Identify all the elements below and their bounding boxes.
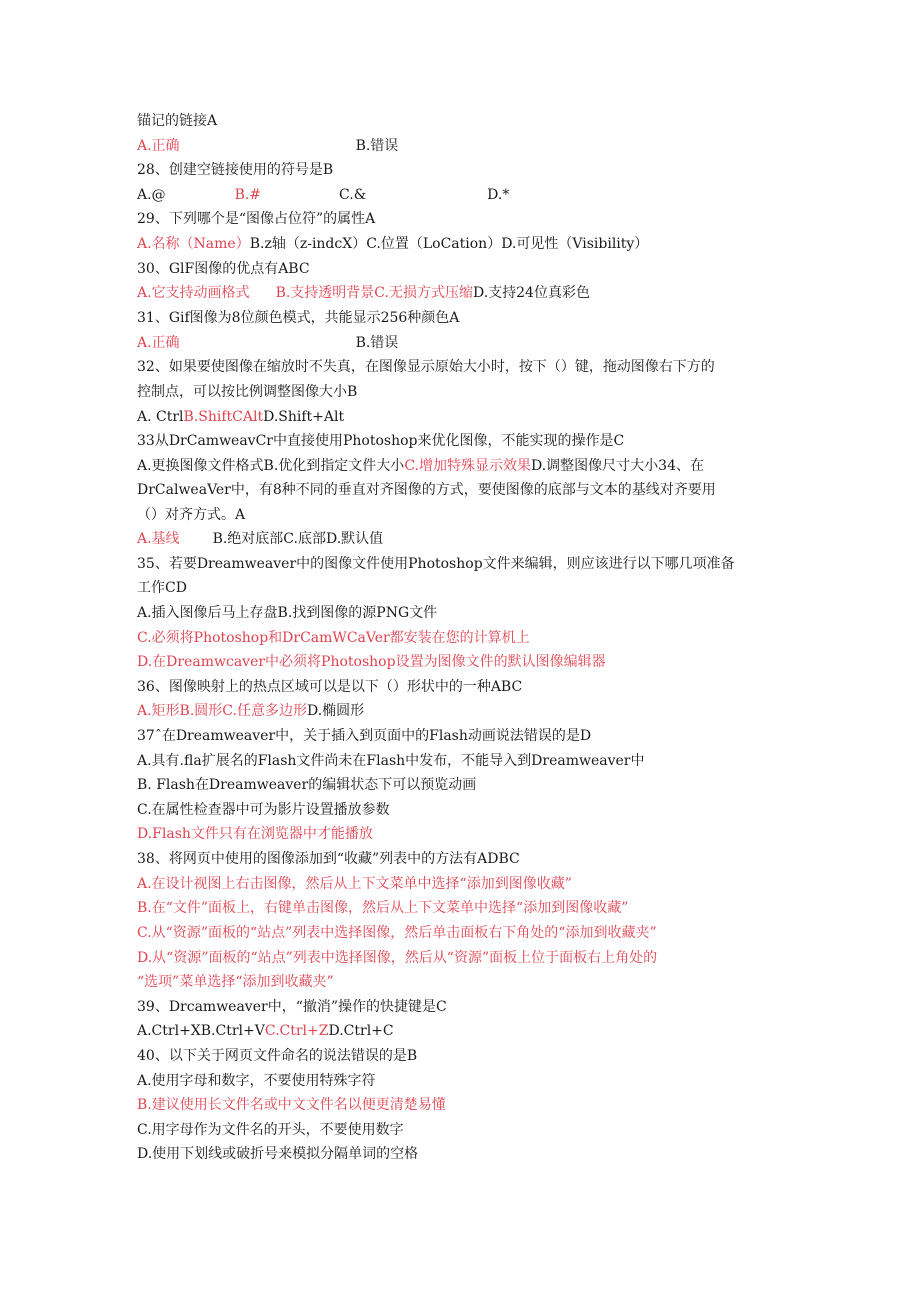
question-text: 28、创建空链接使用的符号是B xyxy=(137,162,334,178)
question-text: 35、若要Dreamweaver中的图像文件使用Photoshop文件来编辑，则应该进行以下哪几项准备 xyxy=(137,556,735,572)
question-36 xyxy=(137,677,522,697)
option-c-correct: C.从“资源”面板的“站点”列表中选择图像，然后单击面板右下角处的“添加到收藏夹” xyxy=(137,925,657,941)
option-line xyxy=(137,898,628,918)
option-c-correct: C.Ctrl+Z xyxy=(264,1023,329,1039)
option-line xyxy=(137,652,606,672)
question-text: 40、以下关于网页文件命名的说法错误的是B xyxy=(137,1048,418,1064)
option-line xyxy=(137,136,398,156)
option-c: C.用字母作为文件名的开头，不要使用数字 xyxy=(137,1122,404,1138)
option-line xyxy=(137,628,530,648)
question-38 xyxy=(137,849,520,869)
question-text: 38、将网页中使用的图像添加到“收藏”列表中的方法有ADBC xyxy=(137,851,520,867)
question-text: 33从DrCamweavCr中直接使用Photoshop来优化图像，不能实现的操作是C xyxy=(137,433,625,449)
option-line xyxy=(137,800,390,820)
option-bc-correct: B.支持透明背景C.无损方式压缩 xyxy=(275,285,473,301)
option-c: C.& xyxy=(339,187,367,203)
option-d: D.Shift+Alt xyxy=(263,409,345,425)
text-line xyxy=(137,382,357,402)
option-d: D.* xyxy=(487,187,510,203)
option-line xyxy=(137,874,572,894)
option-a-correct: A.正确 xyxy=(137,138,180,154)
option-d: D.椭圆形 xyxy=(306,703,365,719)
question-text: 37ˆ在Dreamweaver中，关于插入到页面中的Flash动画说法错误的是D xyxy=(137,728,592,744)
option-line xyxy=(137,948,657,968)
option-b: B.错误 xyxy=(355,138,399,154)
option-d: D.Ctrl+C xyxy=(328,1023,394,1039)
option-line xyxy=(137,185,509,205)
option-line xyxy=(137,407,344,427)
option-ab: A.插入图像后马上存盘B.找到图像的源PNG文件 xyxy=(137,605,438,621)
option-line xyxy=(137,701,364,721)
option-d-correct: D.Flash文件只有在浏览器中才能播放 xyxy=(137,826,373,842)
option-a: A.@ xyxy=(137,187,166,203)
question-40 xyxy=(137,1046,417,1066)
option-d-correct: D.在Dreamwcaver中必须将Photoshop设置为图像文件的默认图像编辑器 xyxy=(137,654,606,670)
option-line xyxy=(137,283,590,303)
option-line xyxy=(137,603,437,623)
question-text: 30、GlF图像的优点有ABC xyxy=(137,261,310,277)
option-d: D.支持24位真彩色 xyxy=(472,285,590,301)
question-28 xyxy=(137,160,333,180)
option-rest: B.z轴（z-indcX）C.位置（LoCation）D.可见性（Visibility） xyxy=(249,236,649,252)
option-line xyxy=(137,1120,404,1140)
option-line xyxy=(137,1095,446,1115)
option-a-correct: A.在设计视图上右击图像，然后从上下文菜单中选择“添加到图像收藏” xyxy=(137,876,572,892)
question-29 xyxy=(137,209,375,229)
option-ab: A.更换图像文件格式B.优化到指定文件大小 xyxy=(137,458,405,474)
option-b: B. Flash在Dreamweaver的编辑状态下可以预览动画 xyxy=(137,777,477,793)
option-c: C.在属性检查器中可为影片设置播放参数 xyxy=(137,802,390,818)
option-line xyxy=(137,1021,394,1041)
option-a-correct: A.名称（Name） xyxy=(137,236,250,252)
option-b: B.错误 xyxy=(355,335,399,351)
option-line xyxy=(137,456,704,476)
option-d: D.使用下划线或破折号来模拟分隔单词的空格 xyxy=(137,1146,419,1162)
option-line xyxy=(137,529,383,549)
question-39 xyxy=(137,997,447,1017)
option-a: A.使用字母和数字，不要使用特殊字符 xyxy=(137,1073,376,1089)
option-line xyxy=(137,972,334,992)
question-30 xyxy=(137,259,310,279)
question-text: 29、下列哪个是“图像占位符”的属性A xyxy=(137,211,376,227)
text-line xyxy=(137,505,245,525)
option-b-correct: B.ShiftCAlt xyxy=(183,409,264,425)
option-abc-correct: A.矩形B.圆形C.任意多边形 xyxy=(137,703,307,719)
option-a: A. Ctrl xyxy=(137,409,184,425)
option-a-correct: A.基线 xyxy=(137,531,180,547)
option-b-correct: B.在“文件”面板上，右键单击图像，然后从上下文菜单中选择“添加到图像收藏” xyxy=(137,900,629,916)
option-b-correct: B.# xyxy=(234,187,262,203)
option-line xyxy=(137,1144,418,1164)
question-35 xyxy=(137,554,735,574)
question-32 xyxy=(137,357,715,377)
question-text-cont: 工作CD xyxy=(137,580,187,596)
option-c-correct: C.增加特殊显示效果 xyxy=(404,458,531,474)
option-a-correct: A.正确 xyxy=(137,335,180,351)
question-text-cont: （）对齐方式。A xyxy=(137,507,246,523)
option-rest: B.绝对底部C.底部D.默认值 xyxy=(212,531,384,547)
question-text: DrCalweaVer中，有8种不同的垂直对齐图像的方式，要使图像的底部与文本的基线对齐要用 xyxy=(137,482,716,498)
option-a: A.具有.fla扩展名的Flash文件尚未在Flash中发布，不能导入到Dreamweaver中 xyxy=(137,753,645,769)
option-d-correct: D.从“资源”面板的“站点”列表中选择图像，然后从“资源”面板上位于面板右上角处的 xyxy=(137,950,658,966)
line-text: 锚记的链接A xyxy=(137,113,218,129)
option-c-correct: C.必须将Photoshop和DrCamWCaVer都安装在您的计算机上 xyxy=(137,630,530,646)
option-b-correct: B.建议使用长文件名或中文文件名以便更清楚易懂 xyxy=(137,1097,446,1113)
option-line xyxy=(137,234,648,254)
option-line xyxy=(137,333,398,353)
question-text: 39、Drcamweaver中，“撤消”操作的快捷键是C xyxy=(137,999,447,1015)
option-ab: A.Ctrl+XB.Ctrl+V xyxy=(137,1023,265,1039)
option-d-and-q34: D.调整图像尺寸大小34、在 xyxy=(530,458,704,474)
text-line xyxy=(137,578,187,598)
option-line xyxy=(137,751,645,771)
option-line xyxy=(137,824,373,844)
option-d-correct-cont: “选项”菜单选择“添加到收藏夹” xyxy=(137,974,334,990)
option-line xyxy=(137,1071,376,1091)
question-text: 32、如果要使图像在缩放时不失真，在图像显示原始大小时，按下（）键，拖动图像右下方的 xyxy=(137,359,715,375)
option-line xyxy=(137,775,476,795)
question-34 xyxy=(137,480,716,500)
question-33 xyxy=(137,431,624,451)
question-text: 36、图像映射上的热点区域可以是以下（）形状中的一种ABC xyxy=(137,679,523,695)
question-text-cont: 控制点，可以按比例调整图像大小B xyxy=(137,384,358,400)
text-line xyxy=(137,111,217,131)
question-31 xyxy=(137,308,459,328)
option-a-correct: A.它支持动画格式 xyxy=(137,285,250,301)
question-text: 31、Gif图像为8位颜色模式，共能显示256种颜色A xyxy=(137,310,460,326)
option-line xyxy=(137,923,657,943)
question-37 xyxy=(137,726,591,746)
